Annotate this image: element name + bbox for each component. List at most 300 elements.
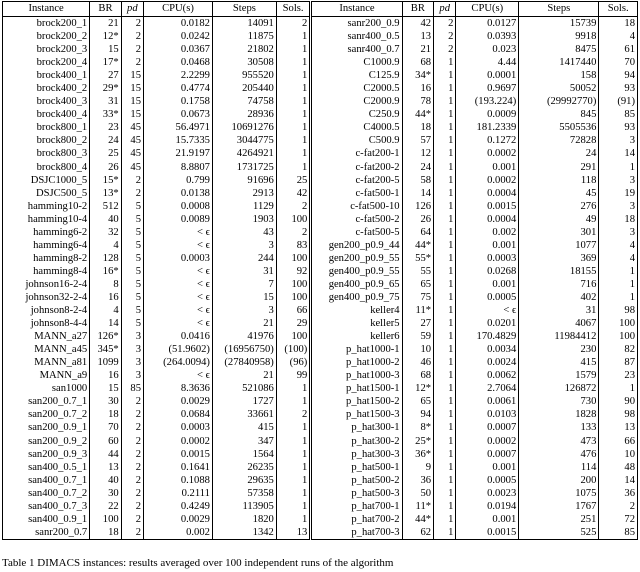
cell-sols: 93 [599,82,638,95]
cell-steps: 72828 [519,134,599,147]
cell-steps: 205440 [212,82,276,95]
header-sols: Sols. [276,2,310,17]
cell-cpu: < ϵ [143,291,212,304]
cell-steps: 18155 [519,265,599,278]
cell-steps: 415 [519,356,599,369]
cell-steps: (29992770) [519,95,599,108]
cell-steps: 1767 [519,500,599,513]
cell-cpu: 8.3636 [143,382,212,395]
cell-sols: 1 [276,161,310,174]
cell-steps: 845 [519,108,599,121]
cell-br: 11* [402,304,433,317]
cell-pd: 15 [121,95,143,108]
table-row [3,174,638,187]
cell-pd: 5 [121,317,143,330]
cell-br: 18 [90,526,121,540]
cell-br: 9 [402,461,433,474]
cell-br: 1099 [90,356,121,369]
cell-cpu: < ϵ [143,239,212,252]
cell-instance: p_hat1500-1 [311,382,402,395]
cell-br: 12 [402,147,433,160]
cell-br: 16 [90,369,121,382]
cell-sols: 42 [276,187,310,200]
cell-instance: DSJC1000_5 [3,174,90,187]
cell-cpu: 2.7064 [456,382,519,395]
cell-pd: 5 [121,226,143,239]
cell-cpu: 0.0242 [143,30,212,43]
cell-steps: 473 [519,435,599,448]
cell-sols: 87 [599,356,638,369]
cell-br: 126* [90,330,121,343]
cell-sols: 2 [276,408,310,421]
cell-steps: 276 [519,200,599,213]
cell-cpu: 0.0138 [143,187,212,200]
cell-instance: p_hat1000-1 [311,343,402,356]
cell-pd: 1 [434,252,456,265]
cell-cpu: 0.001 [456,239,519,252]
cell-instance: hamming10-4 [3,213,90,226]
header-cpu: CPU(s) [456,2,519,17]
table-caption: Table 1 DIMACS instances: results averaged over 100 independent runs of the algorithm [2,557,394,569]
cell-pd: 1 [434,369,456,382]
table-row [3,30,638,43]
cell-instance: MANN_a45 [3,343,90,356]
cell-sols: 3 [599,174,638,187]
table-row [3,291,638,304]
cell-steps: 9918 [519,30,599,43]
cell-instance: p_hat700-2 [311,513,402,526]
cell-br: 16* [90,265,121,278]
cell-cpu: 0.799 [143,174,212,187]
cell-instance: gen200_p0.9_55 [311,252,402,265]
cell-br: 23 [90,121,121,134]
cell-steps: 21 [212,317,276,330]
cell-br: 44* [402,108,433,121]
cell-cpu: 0.0005 [456,291,519,304]
header-instance: Instance [3,2,90,17]
cell-instance: hamming8-2 [3,252,90,265]
cell-instance: johnson32-2-4 [3,291,90,304]
results-table-container [2,1,638,540]
cell-instance: hamming6-2 [3,226,90,239]
cell-instance: p_hat500-2 [311,474,402,487]
cell-steps: 74758 [212,95,276,108]
table-row [3,461,638,474]
cell-instance: brock200_3 [3,43,90,56]
cell-cpu: 0.0061 [456,395,519,408]
cell-steps: 1077 [519,239,599,252]
cell-cpu: 0.0003 [456,252,519,265]
cell-steps: 113905 [212,500,276,513]
cell-cpu: (193.224) [456,95,519,108]
table-row [3,95,638,108]
table-row [3,56,638,69]
cell-cpu: 0.0009 [456,108,519,121]
cell-instance: keller4 [311,304,402,317]
cell-steps: 415 [212,421,276,434]
cell-pd: 1 [434,174,456,187]
table-row [3,278,638,291]
cell-instance: MANN_a9 [3,369,90,382]
cell-pd: 2 [434,43,456,56]
cell-pd: 45 [121,121,143,134]
cell-cpu: 56.4971 [143,121,212,134]
table-row [3,395,638,408]
cell-steps: (27840958) [212,356,276,369]
cell-br: 512 [90,200,121,213]
cell-instance: brock200_4 [3,56,90,69]
header-steps: Steps [212,2,276,17]
cell-steps: 15 [212,291,276,304]
cell-steps: 31 [519,304,599,317]
cell-steps: (16956750) [212,343,276,356]
cell-cpu: 181.2339 [456,121,519,134]
table-row [3,161,638,174]
cell-steps: 369 [519,252,599,265]
cell-cpu: 0.0367 [143,43,212,56]
cell-cpu: 0.0201 [456,317,519,330]
cell-br: 36 [402,474,433,487]
cell-steps: 31 [212,265,276,278]
cell-pd: 3 [121,330,143,343]
cell-br: 18 [402,121,433,134]
cell-cpu: 0.0005 [456,474,519,487]
cell-sols: 3 [599,134,638,147]
cell-br: 29* [90,82,121,95]
cell-instance: johnson8-2-4 [3,304,90,317]
cell-br: 16 [402,82,433,95]
cell-br: 128 [90,252,121,265]
cell-cpu: 4.44 [456,56,519,69]
cell-cpu: 0.023 [456,43,519,56]
cell-sols: 1 [276,108,310,121]
cell-sols: 10 [599,448,638,461]
cell-steps: 301 [519,226,599,239]
cell-pd: 2 [121,408,143,421]
table-row [3,17,638,31]
table-row [3,408,638,421]
cell-pd: 2 [121,461,143,474]
cell-sols: 18 [599,213,638,226]
table-row [3,213,638,226]
cell-instance: C1000.9 [311,56,402,69]
cell-instance: C2000.5 [311,82,402,95]
cell-cpu: 0.001 [456,461,519,474]
cell-instance: c-fat500-10 [311,200,402,213]
cell-cpu: 0.0468 [143,56,212,69]
table-row [3,474,638,487]
cell-br: 40 [90,213,121,226]
cell-cpu: 0.0416 [143,330,212,343]
cell-instance: c-fat200-5 [311,174,402,187]
cell-steps: 41976 [212,330,276,343]
cell-sols: 92 [276,265,310,278]
cell-pd: 1 [434,526,456,540]
cell-pd: 1 [434,500,456,513]
cell-instance: p_hat1000-3 [311,369,402,382]
cell-cpu: 0.0029 [143,513,212,526]
cell-instance: p_hat500-1 [311,461,402,474]
cell-instance: p_hat300-3 [311,448,402,461]
cell-br: 345* [90,343,121,356]
table-row [3,487,638,500]
cell-sols: 14 [599,147,638,160]
cell-br: 8 [90,278,121,291]
cell-cpu: 0.0182 [143,17,212,31]
header-instance: Instance [311,2,402,17]
cell-cpu: 0.0004 [456,213,519,226]
cell-pd: 1 [434,278,456,291]
cell-instance: san400_0.5_1 [3,461,90,474]
cell-pd: 2 [121,500,143,513]
cell-cpu: 0.1641 [143,461,212,474]
table-row [3,369,638,382]
cell-cpu: 0.0029 [143,395,212,408]
cell-sols: 3 [599,226,638,239]
cell-sols: 1 [599,382,638,395]
cell-steps: 133 [519,421,599,434]
cell-steps: 30508 [212,56,276,69]
cell-steps: 4264921 [212,147,276,160]
cell-sols: 1 [276,82,310,95]
cell-sols: 23 [599,369,638,382]
cell-instance: brock400_3 [3,95,90,108]
cell-br: 14 [402,187,433,200]
cell-sols: 1 [276,95,310,108]
cell-cpu: < ϵ [456,304,519,317]
cell-cpu: 0.2111 [143,487,212,500]
cell-cpu: 0.0127 [456,17,519,31]
cell-br: 27 [90,69,121,82]
cell-br: 60 [90,435,121,448]
table-row [3,448,638,461]
cell-instance: sanr200_0.7 [3,526,90,540]
cell-pd: 1 [434,317,456,330]
cell-br: 126 [402,200,433,213]
cell-instance: brock400_1 [3,69,90,82]
header-pd: pd [121,2,143,17]
cell-instance: p_hat700-3 [311,526,402,540]
cell-cpu: < ϵ [143,265,212,278]
cell-sols: 1 [276,134,310,147]
cell-pd: 1 [434,408,456,421]
cell-instance: C2000.9 [311,95,402,108]
cell-pd: 1 [434,161,456,174]
cell-cpu: < ϵ [143,278,212,291]
cell-br: 42 [402,17,433,31]
cell-sols: 1 [276,69,310,82]
cell-cpu: < ϵ [143,226,212,239]
cell-sols: 1 [276,121,310,134]
cell-pd: 2 [121,17,143,31]
cell-pd: 1 [434,435,456,448]
cell-cpu: (264.0094) [143,356,212,369]
cell-instance: C250.9 [311,108,402,121]
cell-pd: 1 [434,461,456,474]
cell-pd: 2 [121,174,143,187]
cell-instance: c-fat500-2 [311,213,402,226]
cell-steps: 476 [519,448,599,461]
cell-br: 13* [90,187,121,200]
cell-pd: 2 [434,17,456,31]
cell-steps: 3044775 [212,134,276,147]
cell-sols: 98 [599,408,638,421]
cell-br: 10 [402,343,433,356]
cell-sols: 1 [276,461,310,474]
table-row [3,330,638,343]
cell-sols: 4 [599,252,638,265]
cell-cpu: 8.8807 [143,161,212,174]
cell-steps: 24 [519,147,599,160]
cell-sols: 1 [276,487,310,500]
cell-pd: 5 [121,239,143,252]
cell-br: 4 [90,239,121,252]
cell-sols: 98 [599,304,638,317]
cell-br: 32 [90,226,121,239]
cell-instance: sanr200_0.9 [311,17,402,31]
cell-pd: 2 [121,187,143,200]
cell-steps: 26235 [212,461,276,474]
cell-steps: 45 [519,187,599,200]
cell-pd: 1 [434,421,456,434]
cell-br: 25* [402,435,433,448]
cell-sols: 18 [599,17,638,31]
cell-br: 100 [90,513,121,526]
cell-pd: 2 [121,513,143,526]
cell-steps: 1903 [212,213,276,226]
cell-pd: 2 [121,448,143,461]
cell-steps: 1820 [212,513,276,526]
cell-instance: p_hat300-1 [311,421,402,434]
cell-cpu: 21.9197 [143,147,212,160]
cell-br: 24 [90,134,121,147]
cell-sols: 100 [599,317,638,330]
cell-cpu: 0.0684 [143,408,212,421]
cell-pd: 3 [121,369,143,382]
cell-steps: 118 [519,174,599,187]
cell-instance: san200_0.9_3 [3,448,90,461]
cell-sols: 36 [599,487,638,500]
cell-pd: 1 [434,265,456,278]
cell-sols: 99 [276,369,310,382]
cell-br: 17* [90,56,121,69]
table-row [3,108,638,121]
cell-instance: san400_0.9_1 [3,513,90,526]
cell-cpu: 0.0004 [456,187,519,200]
cell-instance: san200_0.7_1 [3,395,90,408]
cell-steps: 730 [519,395,599,408]
cell-sols: 2 [276,226,310,239]
cell-cpu: 0.4774 [143,82,212,95]
cell-cpu: 0.0062 [456,369,519,382]
cell-pd: 5 [121,213,143,226]
cell-cpu: 0.0089 [143,213,212,226]
cell-sols: 82 [599,343,638,356]
cell-sols: 3 [599,200,638,213]
cell-sols: 83 [276,239,310,252]
cell-sols: 4 [599,239,638,252]
table-row [3,239,638,252]
cell-cpu: 0.0015 [143,448,212,461]
table-body [3,17,638,540]
cell-cpu: 0.001 [456,513,519,526]
cell-br: 30 [90,487,121,500]
cell-br: 68 [402,369,433,382]
cell-instance: brock800_1 [3,121,90,134]
cell-pd: 1 [434,200,456,213]
cell-cpu: 0.001 [456,161,519,174]
cell-pd: 2 [121,56,143,69]
cell-instance: sanr400_0.7 [311,43,402,56]
table-row [3,200,638,213]
cell-br: 62 [402,526,433,540]
table-row [3,121,638,134]
cell-sols: 72 [599,513,638,526]
cell-pd: 2 [121,30,143,43]
cell-instance: p_hat300-2 [311,435,402,448]
cell-cpu: 170.4829 [456,330,519,343]
cell-instance: johnson16-2-4 [3,278,90,291]
cell-br: 40 [90,474,121,487]
cell-br: 65 [402,278,433,291]
cell-steps: 1417440 [519,56,599,69]
cell-instance: DSJC500_5 [3,187,90,200]
cell-br: 36* [402,448,433,461]
cell-br: 15* [90,174,121,187]
cell-br: 31 [90,95,121,108]
cell-steps: 521086 [212,382,276,395]
cell-cpu: 0.0015 [456,200,519,213]
cell-steps: 251 [519,513,599,526]
cell-steps: 1075 [519,487,599,500]
cell-steps: 29635 [212,474,276,487]
cell-steps: 50052 [519,82,599,95]
cell-steps: 1564 [212,448,276,461]
cell-sols: 19 [599,187,638,200]
cell-cpu: 0.0002 [456,435,519,448]
cell-steps: 1731725 [212,161,276,174]
cell-sols: (100) [276,343,310,356]
cell-steps: 716 [519,278,599,291]
cell-pd: 5 [121,200,143,213]
cell-cpu: 0.0103 [456,408,519,421]
cell-instance: MANN_a81 [3,356,90,369]
cell-cpu: 0.1272 [456,134,519,147]
cell-sols: 100 [276,291,310,304]
cell-pd: 15 [121,69,143,82]
cell-br: 64 [402,226,433,239]
cell-instance: p_hat700-1 [311,500,402,513]
cell-cpu: 0.0002 [143,435,212,448]
cell-sols: 1 [276,513,310,526]
cell-pd: 3 [121,343,143,356]
cell-cpu: 0.0194 [456,500,519,513]
cell-sols: 100 [276,330,310,343]
cell-br: 59 [402,330,433,343]
cell-steps: 1129 [212,200,276,213]
cell-cpu: 15.7335 [143,134,212,147]
cell-pd: 5 [121,265,143,278]
cell-cpu: 0.0008 [143,200,212,213]
cell-steps: 7 [212,278,276,291]
cell-br: 55* [402,252,433,265]
cell-instance: gen200_p0.9_44 [311,239,402,252]
cell-instance: MANN_a27 [3,330,90,343]
cell-pd: 1 [434,187,456,200]
cell-cpu: 2.2299 [143,69,212,82]
cell-instance: sanr400_0.5 [311,30,402,43]
cell-instance: brock200_1 [3,17,90,31]
